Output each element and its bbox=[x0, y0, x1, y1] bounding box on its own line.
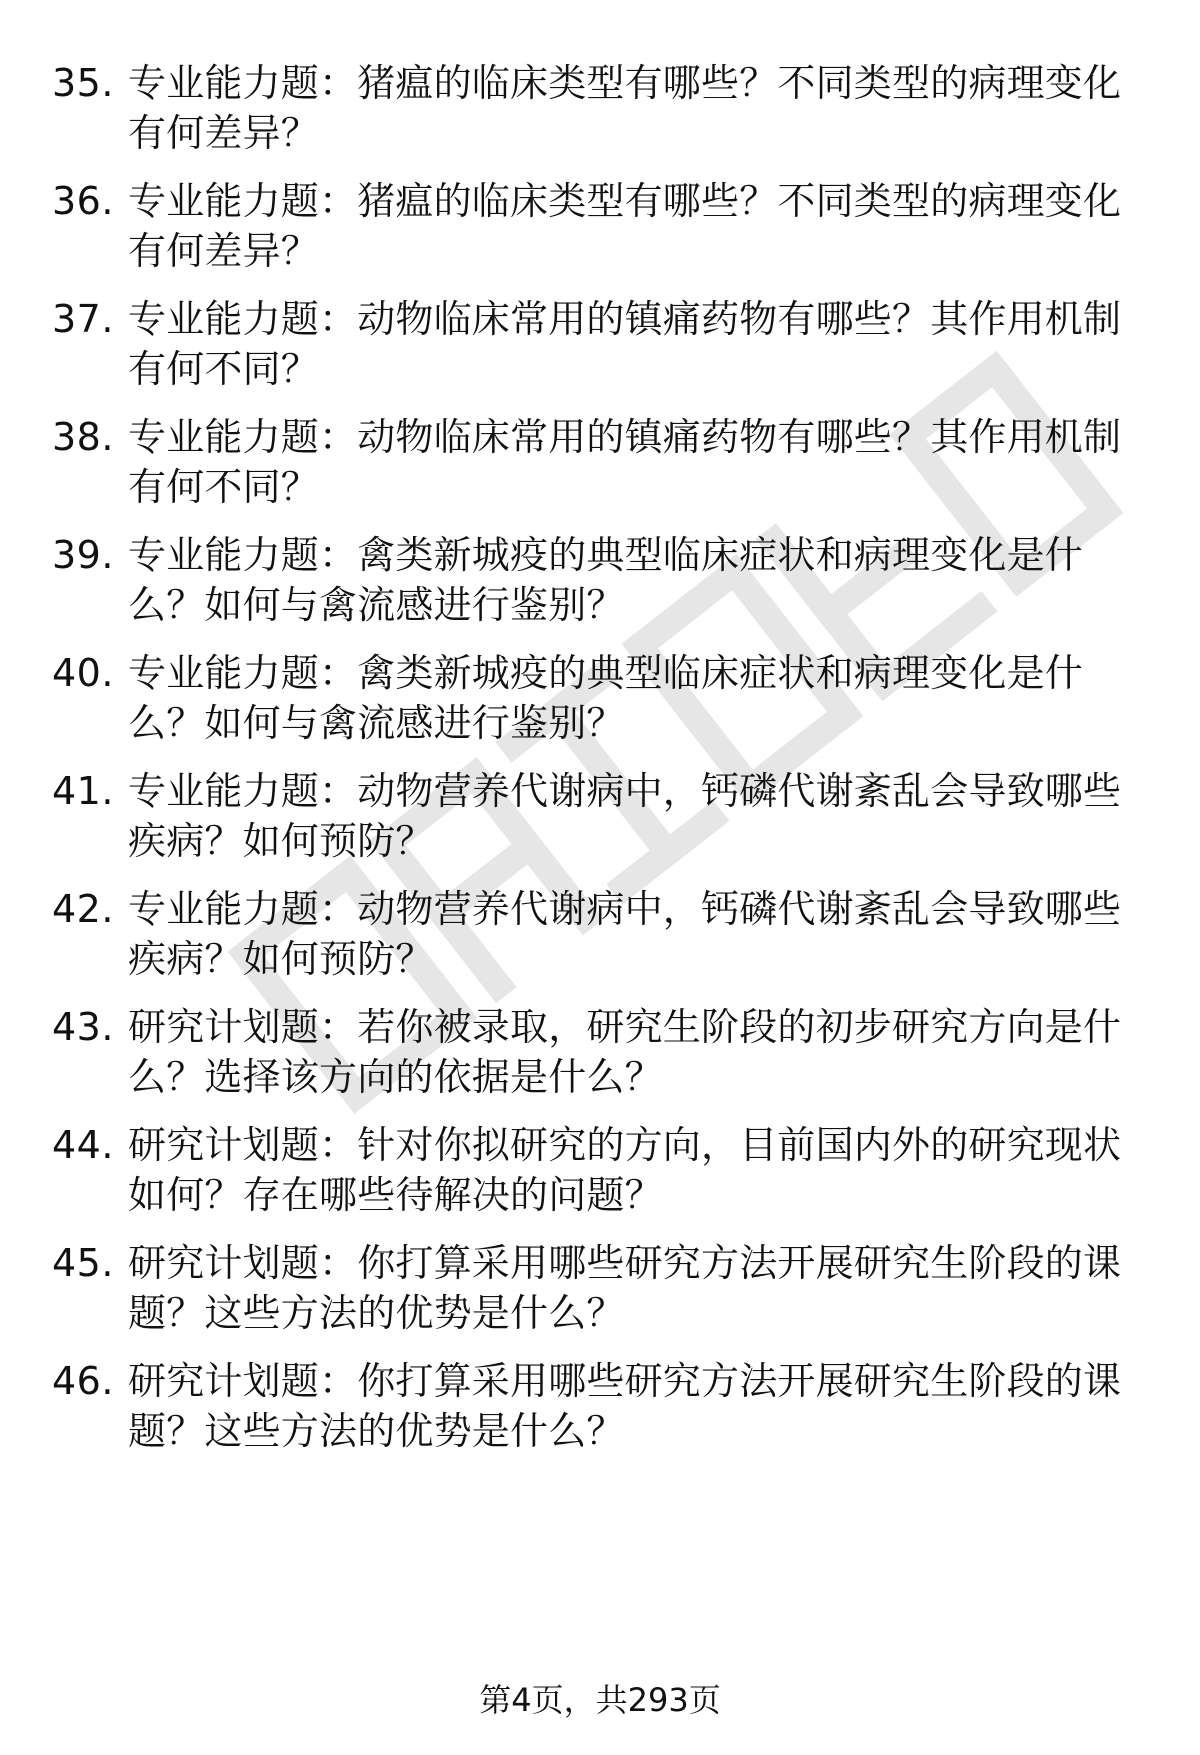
question-text: 专业能力题：动物临床常用的镇痛药物有哪些？其作用机制有何不同？ bbox=[128, 415, 1122, 509]
question-text: 专业能力题：猪瘟的临床类型有哪些？不同类型的病理变化有何差异？ bbox=[128, 61, 1122, 155]
question-text: 研究计划题：你打算采用哪些研究方法开展研究生阶段的课题？这些方法的优势是什么？ bbox=[128, 1241, 1122, 1335]
question-number: 38. bbox=[52, 415, 114, 459]
list-item bbox=[52, 176, 1152, 276]
list-item bbox=[52, 1356, 1152, 1456]
question-number: 41. bbox=[52, 769, 114, 813]
question-text: 研究计划题：你打算采用哪些研究方法开展研究生阶段的课题？这些方法的优势是什么？ bbox=[128, 1359, 1122, 1453]
list-item bbox=[52, 1238, 1152, 1338]
question-number: 35. bbox=[52, 61, 114, 105]
list-item bbox=[52, 412, 1152, 512]
list-item bbox=[52, 884, 1152, 984]
question-number: 42. bbox=[52, 887, 114, 931]
list-item bbox=[52, 766, 1152, 866]
question-number: 36. bbox=[52, 179, 114, 223]
question-text: 专业能力题：动物营养代谢病中，钙磷代谢紊乱会导致哪些疾病？如何预防？ bbox=[128, 887, 1122, 981]
question-number: 46. bbox=[52, 1359, 114, 1403]
list-item bbox=[52, 1002, 1152, 1102]
question-text: 专业能力题：禽类新城疫的典型临床症状和病理变化是什么？如何与禽流感进行鉴别？ bbox=[128, 651, 1084, 745]
question-text: 专业能力题：猪瘟的临床类型有哪些？不同类型的病理变化有何差异？ bbox=[128, 179, 1122, 273]
list-item bbox=[52, 1120, 1152, 1220]
question-text: 专业能力题：动物营养代谢病中，钙磷代谢紊乱会导致哪些疾病？如何预防？ bbox=[128, 769, 1122, 863]
list-item bbox=[52, 530, 1152, 630]
question-text: 专业能力题：禽类新城疫的典型临床症状和病理变化是什么？如何与禽流感进行鉴别？ bbox=[128, 533, 1084, 627]
question-text: 专业能力题：动物临床常用的镇痛药物有哪些？其作用机制有何不同？ bbox=[128, 297, 1122, 391]
question-number: 44. bbox=[52, 1123, 114, 1167]
question-text: 研究计划题：针对你拟研究的方向，目前国内外的研究现状如何？存在哪些待解决的问题？ bbox=[128, 1123, 1122, 1217]
question-text: 研究计划题：若你被录取，研究生阶段的初步研究方向是什么？选择该方向的依据是什么？ bbox=[128, 1005, 1122, 1099]
list-item bbox=[52, 294, 1152, 394]
question-number: 40. bbox=[52, 651, 114, 695]
page-number: 第4页，共293页 bbox=[479, 1681, 721, 1719]
question-number: 39. bbox=[52, 533, 114, 577]
list-item bbox=[52, 648, 1152, 748]
list-item bbox=[52, 58, 1152, 158]
question-number: 43. bbox=[52, 1005, 114, 1049]
question-number: 37. bbox=[52, 297, 114, 341]
question-number: 45. bbox=[52, 1241, 114, 1285]
